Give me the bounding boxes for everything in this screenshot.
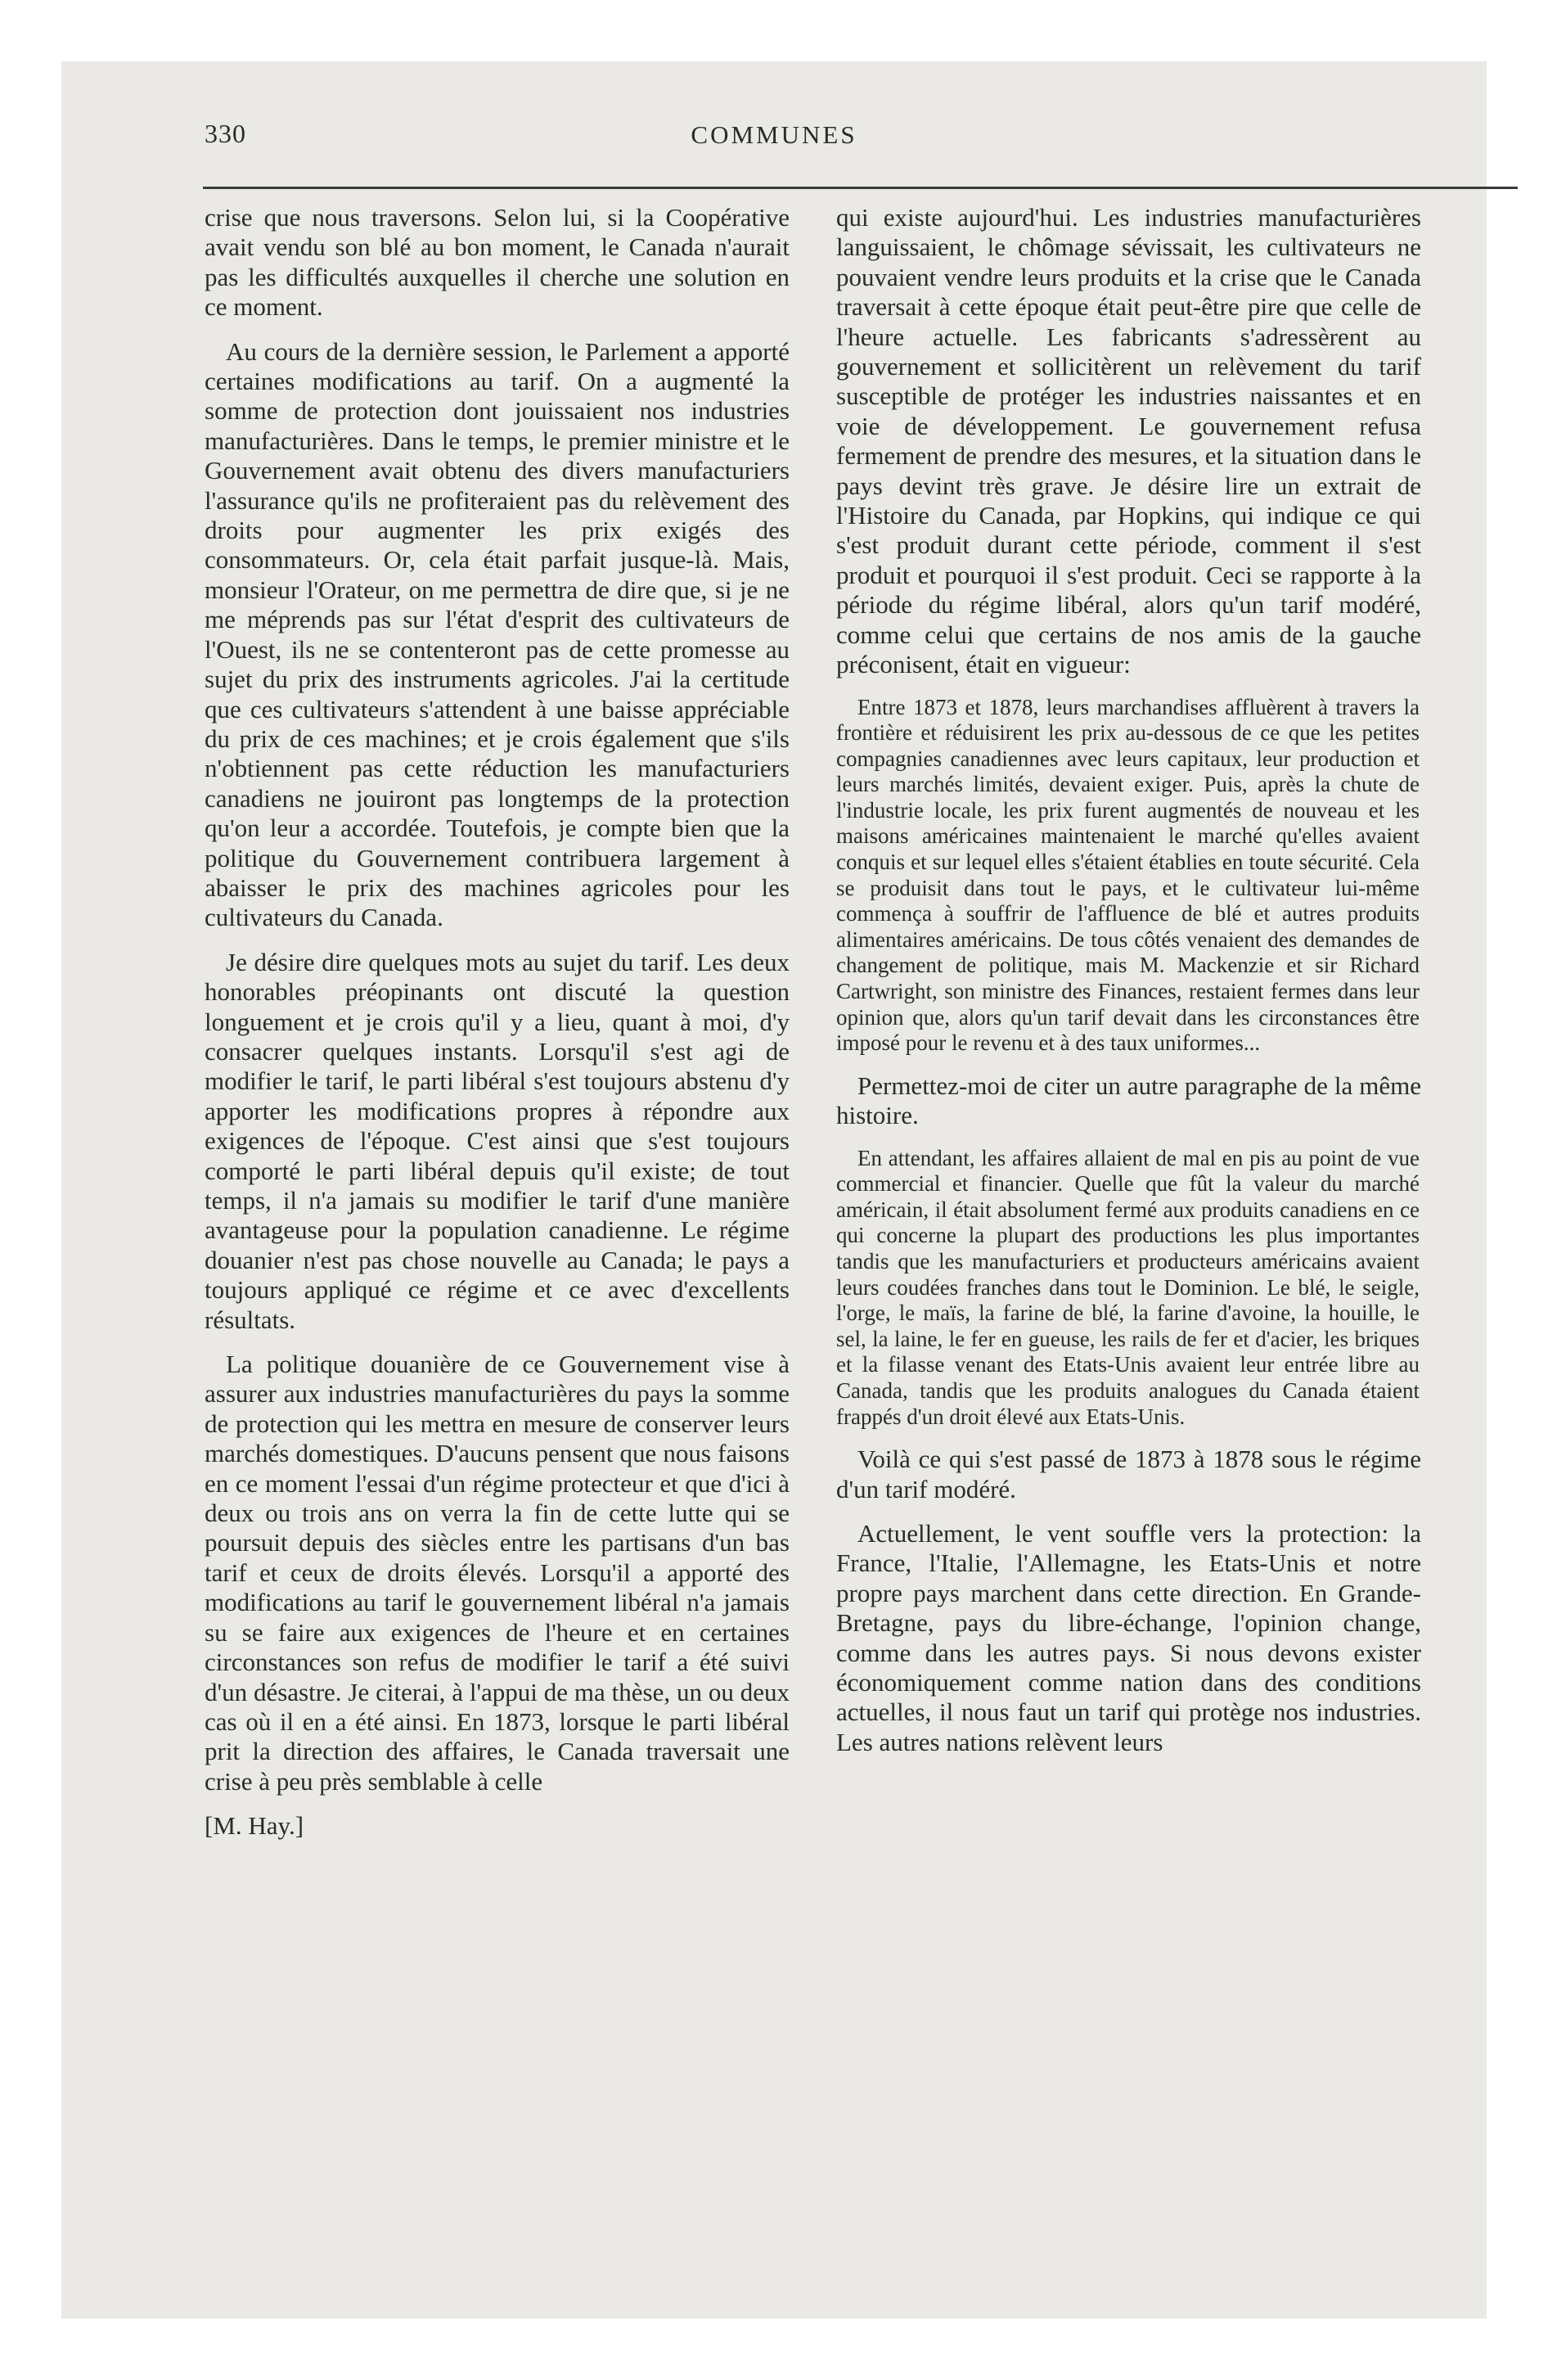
quote-text: Entre 1873 et 1878, leurs marchandises affluèrent à travers la frontière et réduisirent les prix au-dessous de ce que les petites compagnies canadiennes avec leurs capitaux, leur production et leurs marchés limités, devaient exiger. Puis, après la chute de l'industrie locale, les prix furent augmentés de nouveau et les maisons américaines maintenaient le marché qu'elles avaient conquis et sur lequel elles s'étaient établies en toute sécurité. Cela se produisit dans tout le pays, et le cultivateur lui-même commença à souffrir de l'affluence de blé et autres produits alimentaires américains. De tous côtés venaient des demandes de changement de politique, mais M. Mackenzie et sir Richard Cartwright, son ministre des Finances, restaient fermes dans leur opinion que, alors qu'un tarif devait dans les circonstances être imposé pour le revenu et à des taux uniformes... xyxy=(836,694,1420,1056)
paragraph: Voilà ce qui s'est passé de 1873 à 1878 sous le régime d'un tarif modéré. xyxy=(836,1445,1421,1503)
header-rule xyxy=(203,187,1518,189)
paragraph: Permettez-moi de citer un autre paragraphe de la même histoire. xyxy=(836,1071,1421,1130)
right-column xyxy=(836,203,1421,1772)
block-quote xyxy=(836,1146,1421,1431)
paragraph: Je désire dire quelques mots au sujet du tarif. Les deux honorables préopinants ont discuté la question longuement et je crois qu'il y a lieu, quant à moi, d'y consacrer quelques instants. Lorsqu'il s'est agi de modifier le tarif, le parti libéral s'est toujours abstenu d'y apporter les modifications propres à répondre aux exigences de l'époque. C'est ainsi que s'est toujours comporté le parti libéral depuis qu'il existe; de tout temps, il n'a jamais su modifier le tarif d'une manière avantageuse pour la population canadienne. Le régime douanier n'est pas chose nouvelle au Canada; le pays a toujours appliqué ce régime et ce avec d'excellents résultats. xyxy=(205,947,790,1334)
paragraph: Au cours de la dernière session, le Parlement a apporté certaines modifications au tarif. On a augmenté la somme de protection dont jouissaient nos industries manufacturières. Dans le temps, le premier ministre et le Gouvernement avait obtenu des divers manufacturiers l'assurance qu'ils ne profiteraient pas du relèvement des droits pour augmenter les prix exigés des consommateurs. Or, cela était parfait jusque-là. Mais, monsieur l'Orateur, on me permettra de dire que, si je ne me méprends pas sur l'état d'esprit des cultivateurs de l'Ouest, ils ne se contenteront pas de cette promesse au sujet du prix des instruments agricoles. J'ai la certitude que ces cultivateurs s'attendent à une baisse appréciable du prix de ces machines; et je crois également que s'ils n'obtiennent pas cette réduction les manufacturiers canadiens ne jouiront pas longtemps de la protection qu'on leur a accordée. Toutefois, je compte bien que la politique du Gouvernement contribuera largement à abaisser le prix des machines agricoles pour les cultivateurs du Canada. xyxy=(205,336,790,932)
block-quote xyxy=(836,695,1421,1057)
paragraph: qui existe aujourd'hui. Les industries manufacturières languissaient, le chômage sévissait, les cultivateurs ne pouvaient vendre leurs produits et la crise que le Canada traversait à cette époque était peut-être pire que celle de l'heure actuelle. Les fabricants s'adressèrent au gouvernement et sollicitèrent un relèvement du tarif susceptible de protéger les industries naissantes et en voie de développement. Le gouvernement refusa fermement de prendre des mesures, et la situation dans le pays devint très grave. Je désire lire un extrait de l'Histoire du Canada, par Hopkins, qui indique ce qui s'est produit durant cette période, comment il s'est produit et pourquoi il s'est produit. Ceci se rapporte à la période du régime libéral, alors qu'un tarif modéré, comme celui que certains de nos amis de la gauche préconisent, était en vigueur: xyxy=(836,203,1421,679)
paragraph: La politique douanière de ce Gouvernement vise à assurer aux industries manufacturières du pays la somme de protection qui les mettra en mesure de conserver leurs marchés domestiques. D'aucuns pensent que nous faisons en ce moment l'essai d'un régime protecteur et que d'ici à deux ou trois ans on verra la fin de cette lutte qui se poursuit depuis des siècles entre les partisans d'un bas tarif et ceux de droits élevés. Lorsqu'il a apporté des modifications au tarif le gouvernement libéral n'a jamais su se faire aux exigences de l'heure et en certaines circonstances son refus de modifier le tarif a été suivi d'un désastre. Je citerai, à l'appui de ma thèse, un ou deux cas où il en a été ainsi. En 1873, lorsque le parti libéral prit la direction des affaires, le Canada traversait une crise à peu près semblable à celle xyxy=(205,1350,790,1796)
quote-text: En attendant, les affaires allaient de mal en pis au point de vue commercial et financier. Quelle que fût la valeur du marché américain, il était absolument fermé aux produits canadiens en ce qui concerne la plupart des productions les plus importantes tandis que les manufacturiers et producteurs américains avaient leurs coudées franches dans tout le Dominion. Le blé, le seigle, l'orge, le maïs, la farine de blé, la farine d'avoine, la houille, le sel, la laine, le fer en gueuse, les rails de fer et d'acier, les briques et la filasse venant des Etats-Unis avaient leur entrée libre au Canada, tandis que les produits analogues du Canada étaient frappés d'un droit élevé aux Etats-Unis. xyxy=(836,1145,1420,1429)
paragraph: crise que nous traversons. Selon lui, si la Coopérative avait vendu son blé au bon moment, le Canada n'aurait pas les difficultés auxquelles il cherche une solution en ce moment. xyxy=(205,203,790,322)
speaker-attribution: [M. Hay.] xyxy=(205,1811,304,1841)
left-column xyxy=(205,203,790,1856)
running-header-title: COMMUNES xyxy=(691,120,857,149)
paragraph: Actuellement, le vent souffle vers la protection: la France, l'Italie, l'Allemagne, les Etats-Unis et notre propre pays marchent dans cette direction. En Grande-Bretagne, pays du libre-échange, l'opinion change, comme dans les autres pays. Si nous devons exister économiquement comme nation dans des conditions actuelles, il nous faut un tarif qui protège nos industries. Les autres nations relèvent leurs xyxy=(836,1518,1421,1756)
page-number: 330 xyxy=(205,119,246,148)
